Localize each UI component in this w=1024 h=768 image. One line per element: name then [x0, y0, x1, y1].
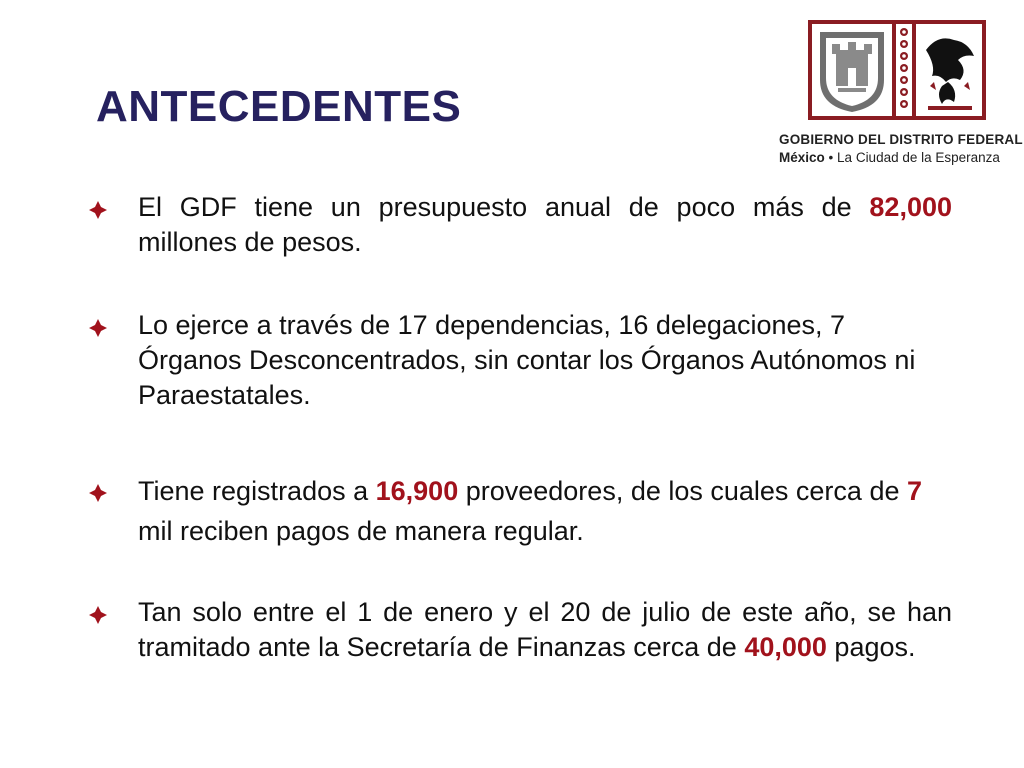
- bullet-text: Tan solo entre el 1 de enero y el 20 de julio de este año, se han tramitado ante la Secretaría de Finanzas cerca de: [138, 597, 952, 662]
- diamond-bullet-icon: [88, 200, 108, 220]
- slide-title: ANTECEDENTES: [96, 82, 462, 131]
- diamond-bullet-icon: [88, 483, 108, 503]
- diamond-bullet-icon: [88, 605, 108, 625]
- bullet-item: [138, 471, 952, 551]
- bullet-text: proveedores, de los cuales cerca de: [458, 476, 907, 506]
- bullet-text: Tiene registrados a: [138, 476, 376, 506]
- motto-text: La Ciudad de la Esperanza: [837, 150, 1000, 165]
- bullet-text: Lo ejerce a través de 17 dependencias, 16 delegaciones, 7 Órganos Desconcentrados, sin contar los Órganos Autónomos ni Paraestatales.: [138, 310, 916, 410]
- bullet-text: pagos.: [826, 632, 916, 662]
- highlight-value: 40,000: [744, 632, 827, 662]
- highlight-value: 16,900: [375, 476, 459, 506]
- bullet-text: millones de pesos.: [138, 227, 362, 257]
- bullet-item: [138, 190, 952, 260]
- gov-name: GOBIERNO DEL DISTRITO FEDERAL: [779, 132, 1023, 147]
- coat-of-arms-icon: [820, 32, 884, 112]
- gdf-logo: [808, 20, 986, 120]
- highlight-value: 7: [906, 476, 923, 506]
- diamond-bullet-icon: [88, 318, 108, 338]
- highlight-value: 82,000: [869, 192, 952, 222]
- bullet-item: [138, 595, 952, 665]
- motto-separator: •: [828, 150, 834, 165]
- bullet-item: [138, 308, 928, 413]
- gov-motto: [779, 150, 1000, 165]
- bullet-text: El GDF tiene un presupuesto anual de poco más de: [138, 192, 870, 222]
- motto-place: México: [779, 150, 825, 165]
- bullet-text: mil reciben pagos de manera regular.: [138, 516, 584, 546]
